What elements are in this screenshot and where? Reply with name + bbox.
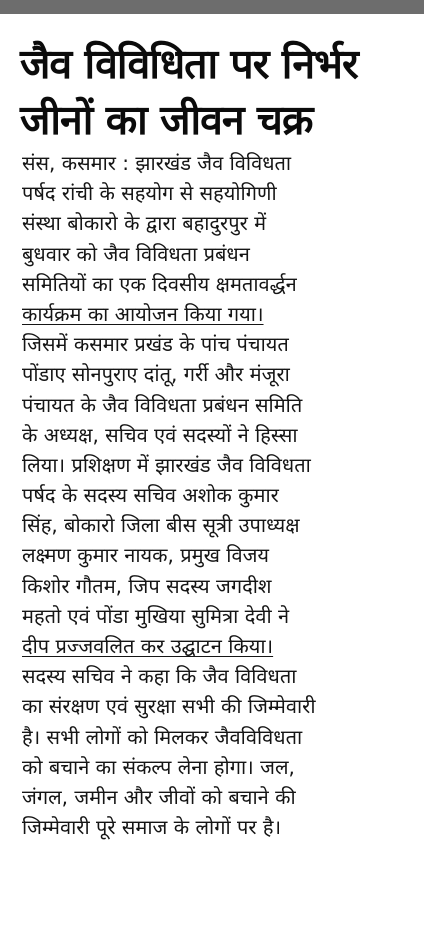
body-line: के अध्यक्ष, सचिव एवं सदस्यों ने हिस्सा	[22, 422, 298, 447]
headline-line: जैव विविधिता पर निर्भर	[20, 40, 358, 88]
body-line: पर्षद के सदस्य सचिव अशोक कुमार	[22, 483, 279, 508]
body-line: महतो एवं पोंडा मुखिया सुमित्रा देवी ने	[22, 603, 290, 628]
body-line: का संरक्षण एवं सुरक्षा सभी की जिम्मेवारी	[22, 694, 316, 719]
body-line: सदस्य सचिव ने कहा कि जैव विविधता	[22, 664, 297, 689]
body-line: को बचाने का संकल्प लेना होगा। जल,	[22, 754, 295, 779]
top-rule	[0, 0, 424, 14]
body-line: पर्षद रांची के सहयोग से सहयोगिणी	[22, 181, 277, 206]
body-line: समितियों का एक दिवसीय क्षमतावर्द्धन	[22, 271, 297, 296]
body-line: संस, कसमार : झारखंड जैव विविधता	[22, 151, 292, 175]
body-line: सिंह, बोकारो जिला बीस सूत्री उपाध्यक्ष	[22, 513, 300, 538]
headline	[20, 36, 412, 148]
body-line: है। सभी लोगों को मिलकर जैवविविधता	[22, 724, 303, 749]
body-line: जिम्मेवारी पूरे समाज के लोगों पर है।	[22, 815, 282, 840]
body-line: बुधवार को जैव विविधता प्रबंधन	[22, 241, 250, 266]
body-line: दीप प्रज्जवलित कर उद्घाटन किया।	[22, 634, 274, 658]
body-line: लिया। प्रशिक्षण में झारखंड जैव विविधता	[22, 452, 311, 477]
body-line: लक्ष्मण कुमार नायक, प्रमुख विजय	[22, 543, 270, 568]
body-line: कार्यक्रम का आयोजन किया गया।	[22, 301, 264, 326]
body-line: संस्था बोकारो के द्वारा बहादुरपुर में	[22, 211, 267, 236]
article-body	[22, 148, 412, 842]
body-line: किशोर गौतम, जिप सदस्य जगदीश	[22, 573, 272, 598]
headline-line: जीनों का जीवन चक्र	[20, 96, 313, 144]
body-line: जंगल, जमीन और जीवों को बचाने की	[22, 784, 296, 809]
body-line: पंचायत के जैव विविधता प्रबंधन समिति	[22, 392, 303, 417]
body-line: पोंडाए सोनपुराए दांतू, गर्री और मंजूरा	[22, 362, 290, 387]
body-line: जिसमें कसमार प्रखंड के पांच पंचायत	[22, 332, 289, 357]
